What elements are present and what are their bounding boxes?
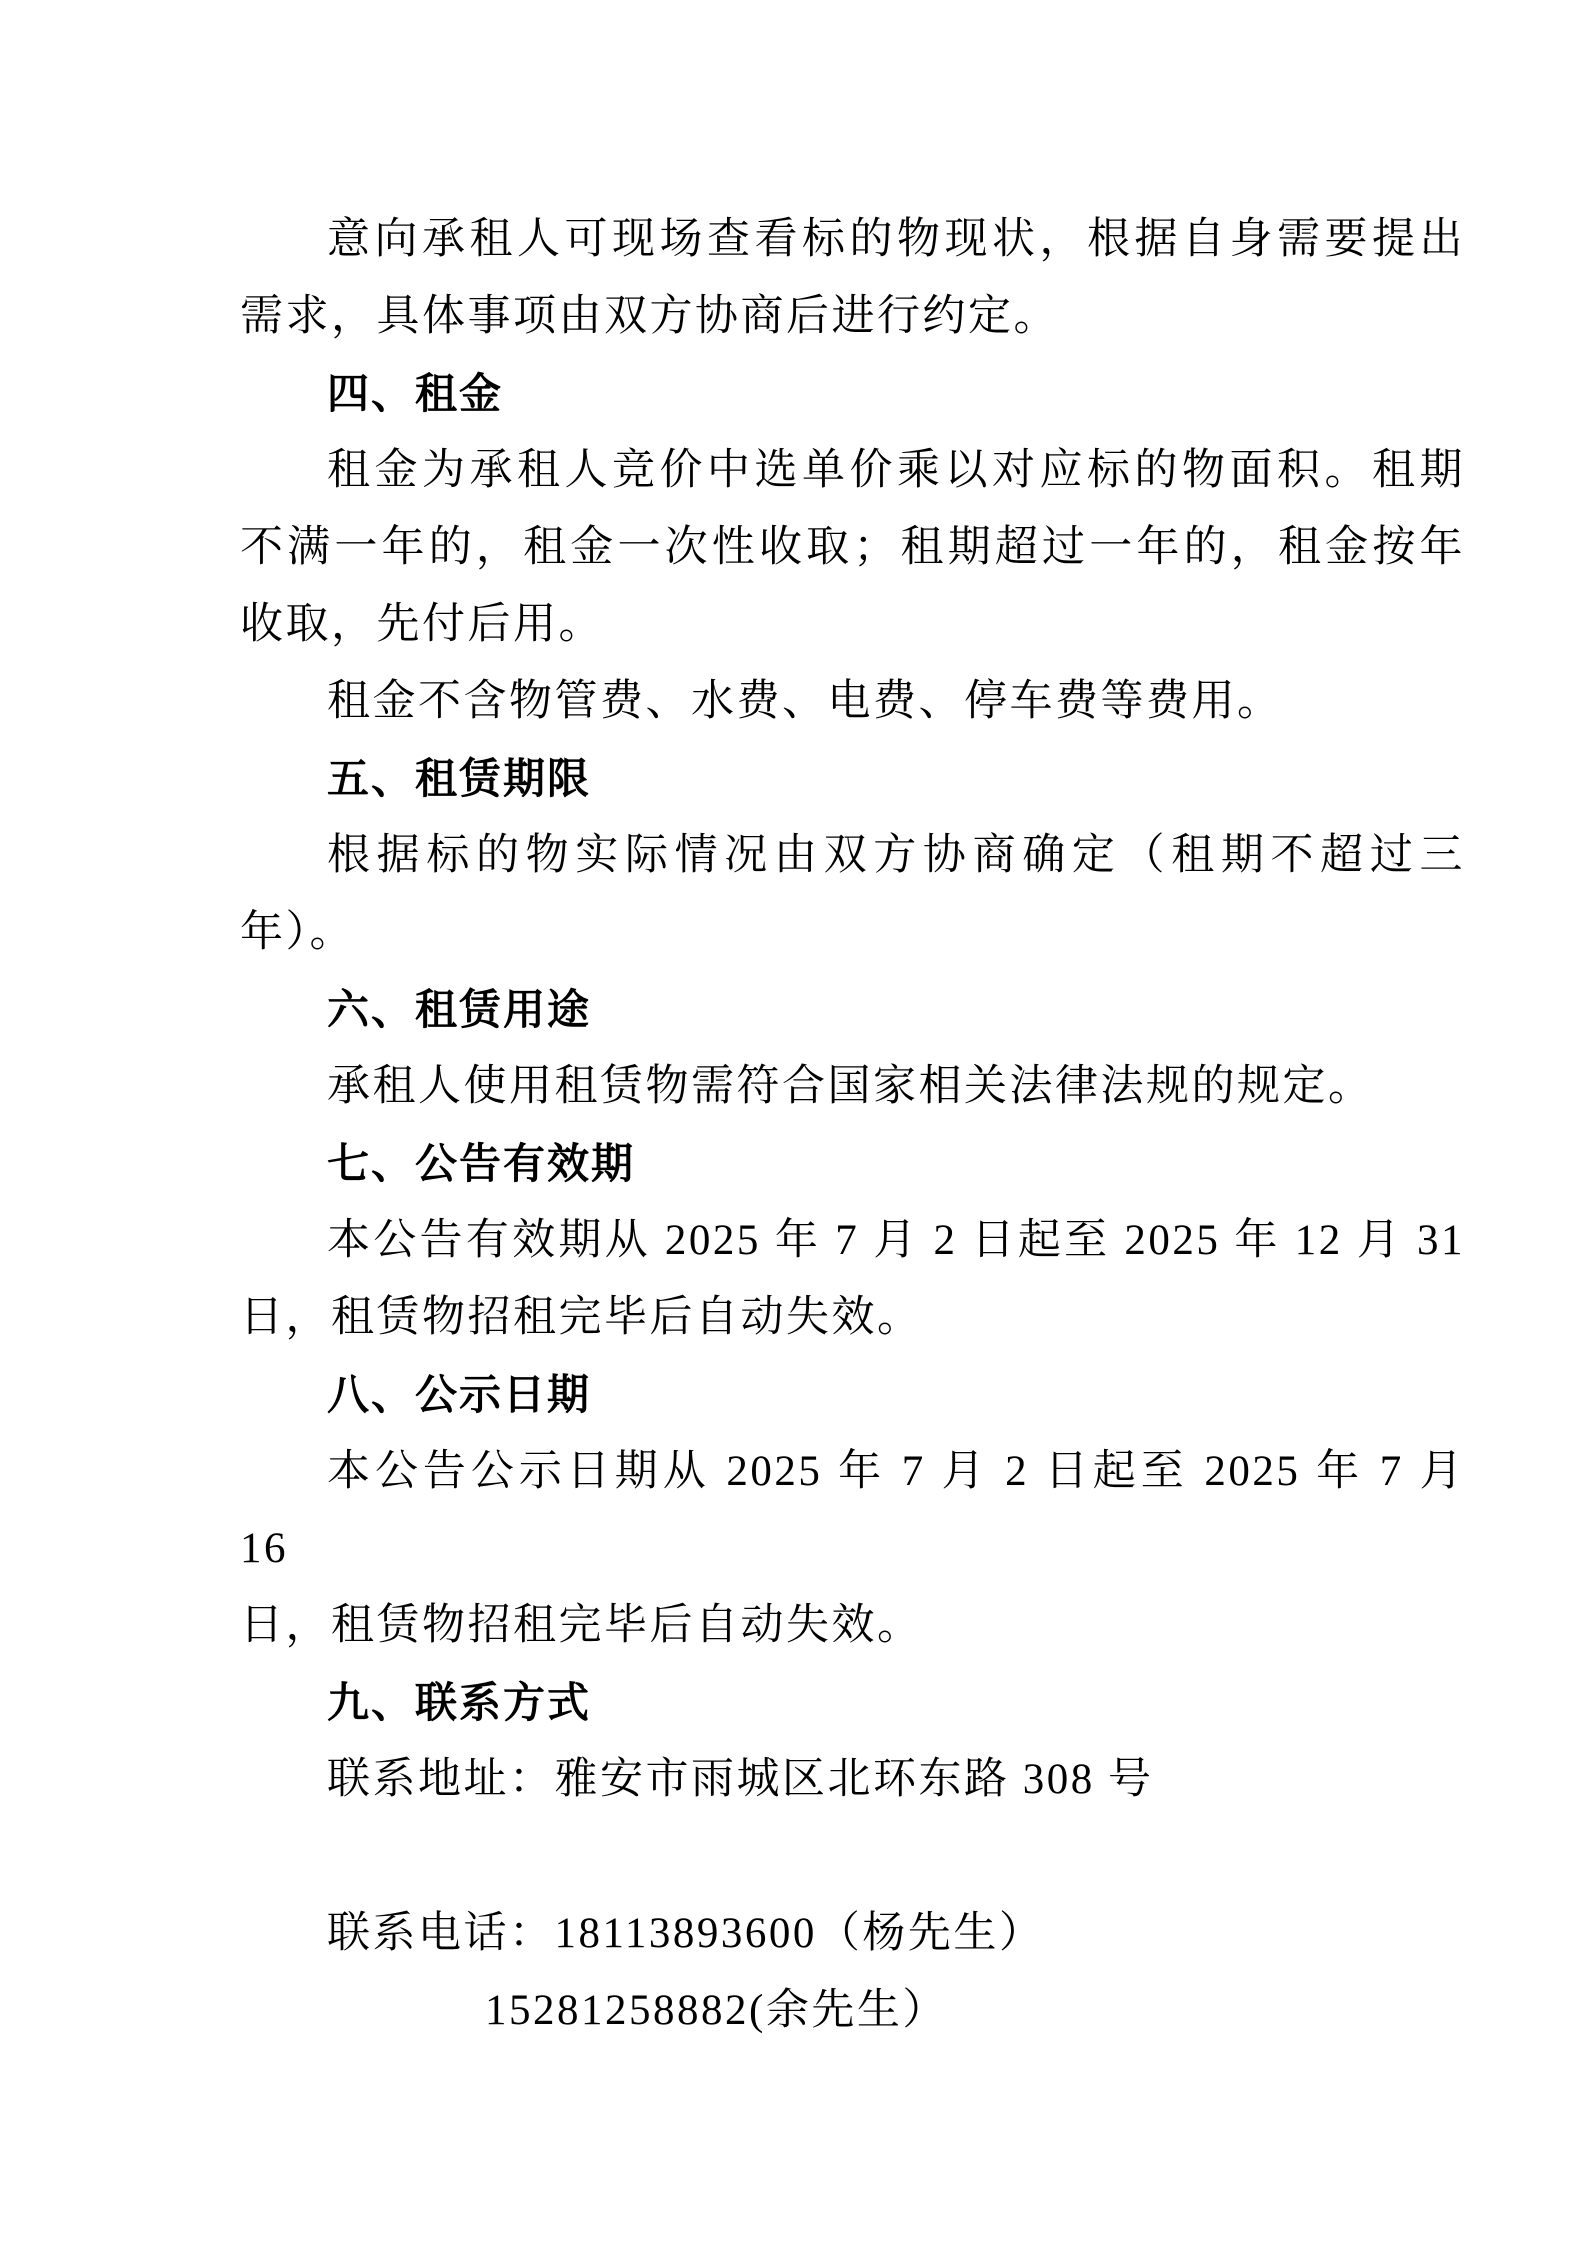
paragraph-line: 年）。 bbox=[240, 909, 355, 956]
paragraph-line: 本公告公示日期从 2025 年 7 月 2 日起至 2025 年 7 月 16 bbox=[240, 1448, 1465, 1572]
paragraph-line: 日，租赁物招租完毕后自动失效。 bbox=[240, 1602, 923, 1649]
section-heading: 八、公示日期 bbox=[327, 1371, 592, 1418]
paragraph-line: 根据标的物实际情况由双方协商确定（租期不超过三 bbox=[327, 832, 1465, 879]
paragraph-line: 意向承租人可现场查看标的物现状，根据自身需要提出 bbox=[327, 216, 1465, 263]
paragraph-line: 租金为承租人竞价中选单价乘以对应标的物面积。租期 bbox=[327, 447, 1465, 494]
paragraph-line: 收取，先付后用。 bbox=[240, 601, 604, 648]
section-heading: 四、租金 bbox=[327, 370, 504, 417]
document-body bbox=[240, 201, 1465, 2049]
paragraph-line: 联系地址：雅安市雨城区北环东路 308 号 bbox=[327, 1756, 1154, 1803]
paragraph-line: 日，租赁物招租完毕后自动失效。 bbox=[240, 1294, 923, 1341]
paragraph-line: 本公告有效期从 2025 年 7 月 2 日起至 2025 年 12 月 31 bbox=[327, 1217, 1465, 1264]
paragraph-line: 15281258882(余先生） bbox=[485, 1987, 948, 2034]
paragraph-line: 联系电话：18113893600（杨先生） bbox=[327, 1910, 1045, 1957]
section-heading: 五、租赁期限 bbox=[327, 755, 592, 802]
paragraph-line: 需求，具体事项由双方协商后进行约定。 bbox=[240, 293, 1059, 340]
paragraph-line: 不满一年的，租金一次性收取；租期超过一年的，租金按年 bbox=[240, 524, 1465, 571]
section-heading: 七、公告有效期 bbox=[327, 1140, 636, 1187]
section-heading: 九、联系方式 bbox=[327, 1679, 592, 1726]
paragraph-line: 承租人使用租赁物需符合国家相关法律法规的规定。 bbox=[327, 1063, 1374, 1110]
paragraph-line: 租金不含物管费、水费、电费、停车费等费用。 bbox=[327, 678, 1283, 725]
blank-line bbox=[240, 1818, 1465, 1895]
section-heading: 六、租赁用途 bbox=[327, 986, 592, 1033]
